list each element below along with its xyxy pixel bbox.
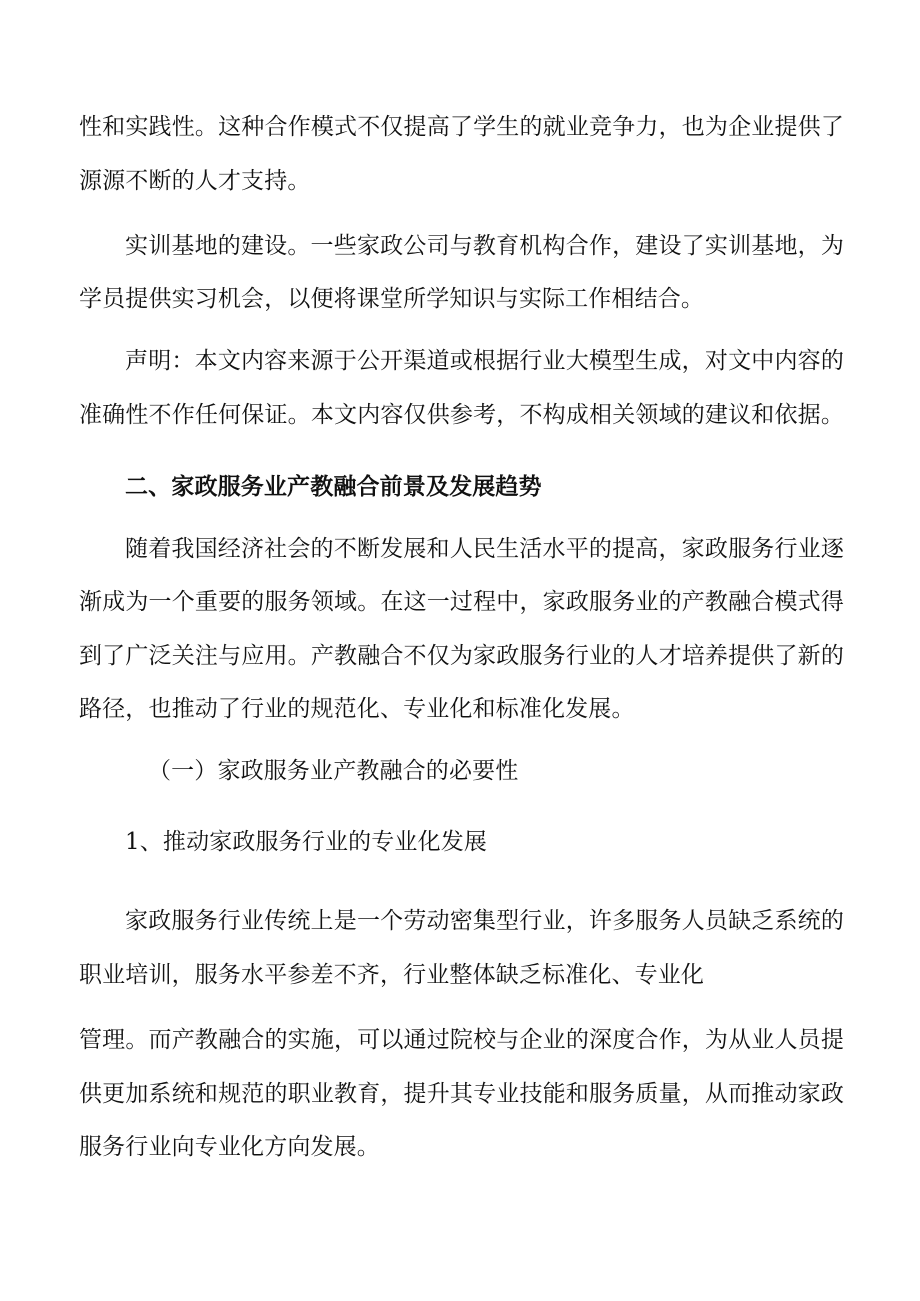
subsection-heading: （一）家政服务业产教融合的必要性 [148, 758, 519, 784]
paragraph-2-line-1: 实训基地的建设。一些家政公司与教育机构合作，建设了实训基地，为 [125, 233, 844, 259]
paragraph-4-line-2: 渐成为一个重要的服务领域。在这一过程中，家政服务业的产教融合模式得 [79, 589, 844, 615]
paragraph-1-line-2: 源源不断的人才支持。 [79, 168, 311, 194]
paragraph-1-line-1: 性和实践性。这种合作模式不仅提高了学生的就业竞争力，也为企业提供了 [79, 114, 844, 140]
paragraph-4-line-3: 到了广泛关注与应用。产教融合不仅为家政服务行业的人才培养提供了新的 [79, 643, 844, 669]
paragraph-5-line-2: 职业培训，服务水平参差不齐，行业整体缺乏标准化、专业化 [79, 962, 705, 988]
paragraph-2-line-2: 学员提供实习机会，以便将课堂所学知识与实际工作相结合。 [79, 286, 705, 312]
paragraph-6-line-1: 管理。而产教融合的实施，可以通过院校与企业的深度合作，为从业人员提 [79, 1027, 844, 1053]
paragraph-3-line-2: 准确性不作任何保证。本文内容仅供参考，不构成相关领域的建议和依据。 [79, 402, 844, 428]
paragraph-6-line-2: 供更加系统和规范的职业教育，提升其专业技能和服务质量，从而推动家政 [79, 1081, 844, 1107]
paragraph-5-line-1: 家政服务行业传统上是一个劳动密集型行业，许多服务人员缺乏系统的 [125, 908, 844, 934]
paragraph-3-line-1: 声明：本文内容来源于公开渠道或根据行业大模型生成，对文中内容的 [125, 348, 844, 374]
paragraph-6-line-3: 服务行业向专业化方向发展。 [79, 1134, 380, 1160]
paragraph-4-line-1: 随着我国经济社会的不断发展和人民生活水平的提高，家政服务行业逐 [125, 536, 844, 562]
section-heading: 二、家政服务业产教融合前景及发展趋势 [125, 473, 542, 500]
paragraph-4-line-4: 路径，也推动了行业的规范化、专业化和标准化发展。 [79, 696, 635, 722]
item-heading: 1、推动家政服务行业的专业化发展 [125, 829, 488, 855]
